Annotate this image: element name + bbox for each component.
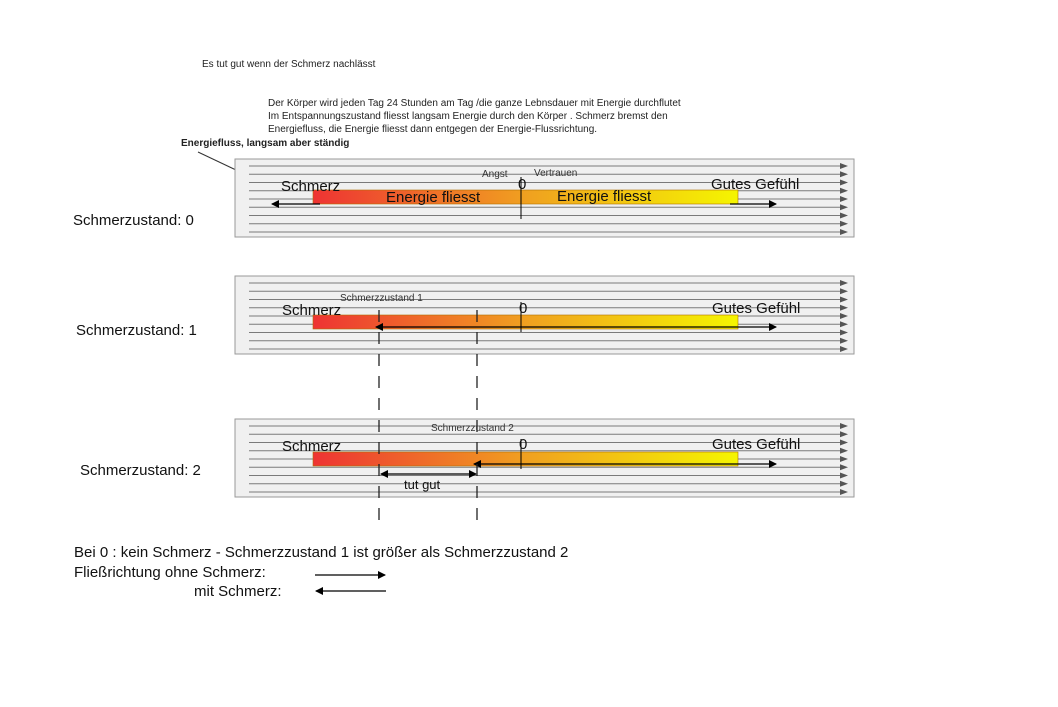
panel2-schmerz-label: Schmerz: [282, 438, 342, 455]
panel0-schmerz-label: Schmerz: [281, 178, 341, 195]
panel1-schmerz-label: Schmerz: [282, 302, 342, 319]
panel2-zero-label: 0: [519, 436, 528, 453]
state-label-0: Schmerzustand: 0: [73, 212, 194, 229]
panel0-vertrauen-label: Vertrauen: [534, 168, 578, 179]
state-label-2: Schmerzustand: 2: [80, 462, 201, 479]
panel1-state-marker-label: Schmerzzustand 1: [340, 293, 423, 304]
description-line-1: Der Körper wird jeden Tag 24 Stunden am Tag /die ganze Lebnsdauer mit Energie durchflutet: [268, 98, 681, 109]
state-label-1: Schmerzustand: 1: [76, 322, 197, 339]
panel0-flow-left-label: Energie fliesst: [386, 189, 481, 206]
diagram-title: Es tut gut wenn der Schmerz nachlässt: [202, 59, 376, 70]
footer-line-3: mit Schmerz:: [194, 583, 282, 600]
description-line-3: Energiefluss, die Energie fliesst dann entgegen der Energie-Flussrichtung.: [268, 124, 598, 135]
panel0-angst-label: Angst: [482, 169, 508, 180]
panel2-state-marker-label: Schmerzzustand 2: [431, 423, 514, 434]
footer-line-1: Bei 0 : kein Schmerz - Schmerzzustand 1 ist größer als Schmerzzustand 2: [74, 544, 569, 561]
panel2-relief-label: tut gut: [404, 477, 441, 492]
panel0-good-feeling-label: Gutes Gefühl: [711, 176, 800, 193]
panel0-zero-label: 0: [518, 176, 527, 193]
panel1-zero-label: 0: [519, 300, 528, 317]
panel0-flow-right-label: Energie fliesst: [557, 188, 652, 205]
panel1-good-feeling-label: Gutes Gefühl: [712, 300, 801, 317]
energy-flow-label: Energiefluss, langsam aber ständig: [181, 138, 350, 149]
panel2-good-feeling-label: Gutes Gefühl: [712, 436, 801, 453]
footer-line-2: Fließrichtung ohne Schmerz:: [74, 564, 266, 581]
energy-pointer-line: [198, 152, 236, 170]
description-line-2: Im Entspannungszustand fliesst langsam Energie durch den Körper . Schmerz bremst den: [268, 111, 668, 122]
